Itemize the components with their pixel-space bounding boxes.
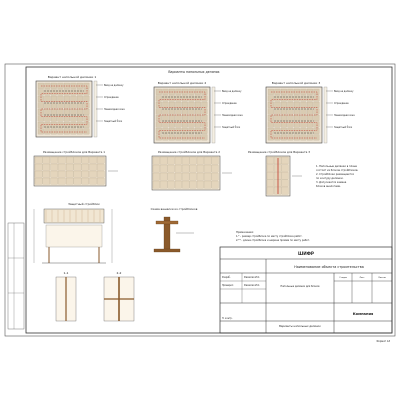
floor-tile bbox=[314, 115, 320, 121]
svg-text:Фамилия И.О.: Фамилия И.О. bbox=[244, 276, 260, 279]
floor-tile bbox=[275, 96, 281, 102]
layout-tile bbox=[160, 173, 167, 180]
layout-tile bbox=[51, 178, 58, 184]
layout-tile bbox=[197, 157, 204, 164]
layout-tile bbox=[89, 164, 96, 170]
floor-tile bbox=[307, 96, 313, 102]
drawing-sheet bbox=[4, 63, 396, 343]
layout-tile bbox=[82, 164, 89, 170]
detail-drawing bbox=[34, 209, 134, 321]
floor-tile bbox=[156, 109, 162, 115]
svg-text:Лист: Лист bbox=[359, 277, 365, 279]
floor-tile bbox=[169, 96, 175, 102]
floor-tile bbox=[294, 102, 300, 108]
layout-tile bbox=[190, 181, 197, 188]
svg-text:блоков аналогами.: блоков аналогами. bbox=[316, 185, 341, 188]
legend-label: Ввод на делянку bbox=[222, 90, 242, 93]
layout-tile bbox=[58, 164, 65, 170]
floor-tile bbox=[176, 109, 182, 115]
floor-tile bbox=[288, 96, 294, 102]
floor-tile bbox=[77, 96, 83, 102]
layout-tile bbox=[267, 172, 274, 179]
floor-tile bbox=[176, 122, 182, 128]
floor-tile bbox=[182, 102, 188, 108]
floor-tile bbox=[281, 135, 287, 141]
layout-tile bbox=[74, 164, 81, 170]
floor-tile bbox=[45, 90, 51, 96]
variant-plans bbox=[36, 81, 327, 143]
layout-tile bbox=[204, 173, 211, 180]
floor-tile bbox=[77, 116, 83, 122]
floor-tile bbox=[281, 102, 287, 108]
floor-tile bbox=[45, 103, 51, 109]
layout-tile bbox=[153, 181, 160, 188]
layout-tile bbox=[182, 157, 189, 164]
floor-tile bbox=[281, 115, 287, 121]
layout-tile bbox=[204, 165, 211, 172]
floor-tile bbox=[268, 128, 274, 134]
layout-tile bbox=[89, 157, 96, 163]
floor-tile bbox=[176, 115, 182, 121]
floor-tile bbox=[156, 89, 162, 95]
floor-tile bbox=[195, 102, 201, 108]
layout-tile bbox=[51, 171, 58, 177]
legend-label: Ограждение bbox=[334, 102, 349, 105]
floor-tile bbox=[163, 109, 169, 115]
floor-tile bbox=[195, 96, 201, 102]
layout-tile bbox=[58, 178, 65, 184]
layout-tile bbox=[160, 181, 167, 188]
floor-tile bbox=[156, 128, 162, 134]
variant-plan-3 bbox=[266, 87, 327, 143]
floor-tile bbox=[163, 96, 169, 102]
floor-tile bbox=[275, 122, 281, 128]
floor-tile bbox=[268, 89, 274, 95]
support-drawing bbox=[154, 217, 194, 252]
floor-tile bbox=[182, 135, 188, 141]
legend-label: Пешеходная зона bbox=[334, 114, 355, 117]
floor-tile bbox=[195, 109, 201, 115]
variant-legend-1 bbox=[96, 84, 125, 123]
layout-tile bbox=[282, 180, 289, 187]
floor-tile bbox=[176, 135, 182, 141]
floor-tile bbox=[307, 115, 313, 121]
floor-tile bbox=[38, 103, 44, 109]
floor-tile bbox=[51, 129, 57, 135]
layout-tile bbox=[175, 181, 182, 188]
floor-tile bbox=[314, 96, 320, 102]
variant1-title: Вариант напольной делянки 1 bbox=[47, 75, 97, 79]
layout-tile bbox=[168, 157, 175, 164]
layout-plan-3 bbox=[266, 156, 302, 196]
floor-tile bbox=[169, 115, 175, 121]
layout-tile bbox=[197, 181, 204, 188]
svg-text:Проверил: Проверил bbox=[222, 284, 234, 287]
layout-tile bbox=[190, 165, 197, 172]
stand-base bbox=[154, 249, 180, 252]
floor-tile bbox=[294, 96, 300, 102]
floor-tile bbox=[307, 102, 313, 108]
floor-tile bbox=[71, 103, 77, 109]
layout1-title: Размещение стройблоков для Варианта 1 bbox=[42, 150, 106, 154]
layout-tile bbox=[182, 181, 189, 188]
floor-tile bbox=[64, 129, 70, 135]
svg-text:ШИФР: ШИФР bbox=[298, 251, 314, 256]
layout-tile bbox=[66, 171, 73, 177]
floor-tile bbox=[45, 129, 51, 135]
variant-legend-2 bbox=[214, 90, 243, 129]
floor-tile bbox=[84, 96, 90, 102]
legend-label: Ограждение bbox=[222, 102, 237, 105]
floor-tile bbox=[169, 109, 175, 115]
floor-tile bbox=[77, 90, 83, 96]
floor-tile bbox=[38, 122, 44, 128]
legend-label: Ввод на делянку bbox=[104, 84, 124, 87]
layout-plans bbox=[34, 156, 302, 196]
layout-tile bbox=[267, 180, 274, 187]
layout-tile bbox=[212, 181, 219, 188]
title-block bbox=[220, 247, 392, 333]
floor-tile bbox=[77, 129, 83, 135]
floor-tile bbox=[51, 109, 57, 115]
floor-tile bbox=[169, 102, 175, 108]
layout-tile bbox=[267, 157, 274, 164]
floor-tile bbox=[45, 116, 51, 122]
floor-tile bbox=[294, 109, 300, 115]
svg-text:3. Допускается замена: 3. Допускается замена bbox=[316, 181, 347, 184]
floor-tile bbox=[58, 90, 64, 96]
legend-label: Ввод на делянку bbox=[334, 90, 354, 93]
floor-tile bbox=[314, 109, 320, 115]
legend-label: Пешеходная зона bbox=[222, 114, 243, 117]
floor-tile bbox=[77, 103, 83, 109]
layout-tile bbox=[204, 157, 211, 164]
layout-tile bbox=[160, 165, 167, 172]
floor-tile bbox=[84, 116, 90, 122]
floor-tile bbox=[156, 122, 162, 128]
stand-arm bbox=[156, 221, 178, 224]
layout-tile bbox=[97, 157, 104, 163]
floor-tile bbox=[301, 135, 307, 141]
svg-text:Разраб.: Разраб. bbox=[222, 276, 231, 279]
bottom-notes bbox=[236, 230, 310, 242]
floor-tile bbox=[64, 103, 70, 109]
layout-tile bbox=[168, 181, 175, 188]
layout-tile bbox=[74, 171, 81, 177]
floor-tile bbox=[301, 109, 307, 115]
floor-tile bbox=[189, 115, 195, 121]
layout-tile bbox=[267, 187, 274, 194]
layout-tile bbox=[43, 178, 50, 184]
variant-plan-1 bbox=[36, 81, 97, 137]
floor-tile bbox=[301, 115, 307, 121]
floor-tile bbox=[38, 116, 44, 122]
svg-text:Фамилия И.О.: Фамилия И.О. bbox=[244, 284, 260, 287]
floor-tile bbox=[189, 102, 195, 108]
support-title: Схема вешалки из стройблоков bbox=[150, 207, 198, 211]
floor-tile bbox=[307, 122, 313, 128]
svg-text:2. Стройблоки размещаются: 2. Стройблоки размещаются bbox=[316, 173, 354, 176]
floor-tile bbox=[182, 115, 188, 121]
layout2-title: Размещение стройблоков для Варианта 2 bbox=[157, 150, 221, 154]
floor-tile bbox=[268, 122, 274, 128]
floor-tile bbox=[202, 102, 208, 108]
layout-tile bbox=[212, 165, 219, 172]
floor-tile bbox=[314, 135, 320, 141]
layout-tile bbox=[58, 171, 65, 177]
svg-text:состоят из блоков стройблоков.: состоят из блоков стройблоков. bbox=[316, 169, 359, 172]
layout-tile bbox=[43, 164, 50, 170]
variant2-title: Вариант напольной делянки 2 bbox=[157, 81, 207, 85]
svg-text:1. Напольные делянки в плане: 1. Напольные делянки в плане bbox=[316, 165, 357, 168]
floor-tile bbox=[51, 96, 57, 102]
floor-tile bbox=[163, 135, 169, 141]
floor-tile bbox=[268, 109, 274, 115]
floor-tile bbox=[84, 109, 90, 115]
svg-text:1.* - размер стройблока по мес: 1.* - размер стройблока по месту стройблока работ. bbox=[236, 235, 303, 238]
floor-tile bbox=[281, 96, 287, 102]
layout3-title: Размещение стройблоков для Варианта 3 bbox=[247, 150, 311, 154]
layout-tile bbox=[175, 173, 182, 180]
floor-tile bbox=[64, 109, 70, 115]
layout-tile bbox=[82, 157, 89, 163]
svg-text:Наименование объекта строитель: Наименование объекта строительства bbox=[294, 265, 364, 269]
detail-group bbox=[34, 209, 134, 321]
variant3-title: Вариант напольной делянки 3 bbox=[271, 81, 321, 85]
layout-tile bbox=[153, 165, 160, 172]
layout-tile bbox=[58, 157, 65, 163]
layout-tile bbox=[175, 157, 182, 164]
floor-tile bbox=[288, 109, 294, 115]
layout-tile bbox=[82, 178, 89, 184]
legend-label: Защитный блок bbox=[104, 120, 123, 123]
floor-tile bbox=[202, 122, 208, 128]
floor-tile bbox=[301, 102, 307, 108]
floor-tile bbox=[84, 122, 90, 128]
layout-plan-1 bbox=[34, 156, 118, 186]
floor-tile bbox=[58, 96, 64, 102]
svg-text:Компания: Компания bbox=[352, 312, 374, 316]
drawing-svg bbox=[4, 63, 396, 343]
layout-tile bbox=[66, 178, 73, 184]
svg-text:Варианты напольных делянок: Варианты напольных делянок bbox=[279, 325, 321, 328]
format-label: Формат А3 bbox=[376, 340, 390, 343]
floor-tile bbox=[58, 129, 64, 135]
floor-tile bbox=[294, 135, 300, 141]
floor-tile bbox=[71, 129, 77, 135]
floor-tile bbox=[202, 135, 208, 141]
floor-tile bbox=[182, 122, 188, 128]
layout-tile bbox=[97, 164, 104, 170]
floor-tile bbox=[163, 102, 169, 108]
layout-tile bbox=[212, 173, 219, 180]
layout-tile bbox=[43, 171, 50, 177]
layout-tile bbox=[197, 165, 204, 172]
layout-tile bbox=[212, 157, 219, 164]
layout-tile bbox=[35, 157, 42, 163]
variant-legend-3 bbox=[326, 90, 355, 129]
floor-tile bbox=[45, 96, 51, 102]
floor-tile bbox=[301, 96, 307, 102]
floor-tile bbox=[281, 109, 287, 115]
floor-tile bbox=[84, 129, 90, 135]
floor-tile bbox=[288, 122, 294, 128]
floor-tile bbox=[38, 83, 44, 89]
floor-tile bbox=[64, 116, 70, 122]
layout-tile bbox=[282, 165, 289, 172]
layout-plan-2 bbox=[152, 156, 232, 190]
svg-text:2.** - длина стройблока и шири: 2.** - длина стройблока и ширина проёма по месту работ. bbox=[236, 239, 310, 242]
svg-text:Примечания:: Примечания: bbox=[236, 231, 254, 234]
floor-tile bbox=[45, 109, 51, 115]
floor-tile bbox=[189, 122, 195, 128]
layout-tile bbox=[182, 165, 189, 172]
floor-tile bbox=[58, 103, 64, 109]
layout-tile bbox=[267, 165, 274, 172]
layout-tile bbox=[153, 157, 160, 164]
detail-title: Защитный стройблок bbox=[68, 202, 100, 206]
floor-tile bbox=[314, 128, 320, 134]
floor-tile bbox=[275, 102, 281, 108]
floor-tile bbox=[307, 135, 313, 141]
floor-tile bbox=[281, 122, 287, 128]
svg-text:Стадия: Стадия bbox=[339, 277, 347, 279]
floor-tile bbox=[51, 116, 57, 122]
layout-tile bbox=[35, 164, 42, 170]
layout-tile bbox=[51, 157, 58, 163]
variant-plan-2 bbox=[154, 87, 215, 143]
floor-tile bbox=[195, 135, 201, 141]
floor-tile bbox=[71, 90, 77, 96]
floor-tile bbox=[163, 122, 169, 128]
layout-tile bbox=[160, 157, 167, 164]
floor-tile bbox=[176, 102, 182, 108]
layout-tile bbox=[282, 157, 289, 164]
floor-tile bbox=[71, 116, 77, 122]
floor-tile bbox=[307, 109, 313, 115]
floor-tile bbox=[169, 135, 175, 141]
legend-label: Ограждение bbox=[104, 96, 119, 99]
layout-tile bbox=[51, 164, 58, 170]
layout-tile bbox=[89, 178, 96, 184]
svg-text:Напольные делянки для блоков: Напольные делянки для блоков bbox=[280, 285, 320, 288]
legend-label: Пешеходная зона bbox=[104, 108, 125, 111]
layout-tile bbox=[182, 173, 189, 180]
floor-tile bbox=[288, 102, 294, 108]
layout-tile bbox=[82, 171, 89, 177]
layout-tile bbox=[89, 171, 96, 177]
section-label-2: 2-2 bbox=[116, 271, 122, 275]
floor-tile bbox=[294, 115, 300, 121]
floor-tile bbox=[51, 103, 57, 109]
svg-text:по контуру делянки.: по контуру делянки. bbox=[316, 177, 344, 180]
floor-tile bbox=[301, 122, 307, 128]
layout-tile bbox=[74, 157, 81, 163]
support-group bbox=[154, 217, 194, 252]
floor-tile bbox=[202, 96, 208, 102]
legend-label: Защитный блок bbox=[334, 126, 353, 129]
floor-tile bbox=[163, 115, 169, 121]
layout-tile bbox=[66, 164, 73, 170]
layout-tile bbox=[197, 173, 204, 180]
floor-tile bbox=[275, 109, 281, 115]
floor-tile bbox=[275, 115, 281, 121]
floor-tile bbox=[182, 96, 188, 102]
floor-tile bbox=[288, 115, 294, 121]
floor-tile bbox=[189, 135, 195, 141]
layout-tile bbox=[97, 171, 104, 177]
floor-tile bbox=[84, 103, 90, 109]
layout-tile bbox=[190, 157, 197, 164]
floor-tile bbox=[58, 109, 64, 115]
layout-tile bbox=[168, 165, 175, 172]
floor-tile bbox=[71, 109, 77, 115]
floor-tile bbox=[294, 122, 300, 128]
floor-tile bbox=[77, 109, 83, 115]
floor-tile bbox=[314, 122, 320, 128]
floor-tile bbox=[195, 122, 201, 128]
layout-tile bbox=[190, 173, 197, 180]
floor-tile bbox=[182, 109, 188, 115]
svg-text:Н. контр.: Н. контр. bbox=[222, 317, 233, 320]
floor-tile bbox=[169, 122, 175, 128]
section-label-1: 1-1 bbox=[63, 271, 69, 275]
svg-text:Листов: Листов bbox=[378, 277, 386, 279]
layout-tile bbox=[66, 157, 73, 163]
layout-tile bbox=[74, 178, 81, 184]
layout-tile bbox=[204, 181, 211, 188]
layout-tile bbox=[175, 165, 182, 172]
floor-tile bbox=[314, 102, 320, 108]
layout-tile bbox=[168, 173, 175, 180]
block-body bbox=[46, 225, 102, 247]
floor-tile bbox=[58, 116, 64, 122]
layout-tile bbox=[97, 178, 104, 184]
layout-tile bbox=[35, 171, 42, 177]
floor-tile bbox=[288, 135, 294, 141]
floor-tile bbox=[71, 96, 77, 102]
floor-tile bbox=[202, 109, 208, 115]
layout-tile bbox=[282, 187, 289, 194]
floor-tile bbox=[189, 96, 195, 102]
floor-tile bbox=[84, 90, 90, 96]
floor-tile bbox=[202, 128, 208, 134]
block-top bbox=[44, 209, 104, 223]
floor-tile bbox=[275, 135, 281, 141]
floor-tile bbox=[202, 115, 208, 121]
left-margin-stamp bbox=[8, 223, 24, 329]
layout-tile bbox=[35, 178, 42, 184]
floor-tile bbox=[176, 96, 182, 102]
floor-tile bbox=[64, 90, 70, 96]
floor-tile bbox=[189, 109, 195, 115]
layout-tile bbox=[43, 157, 50, 163]
layout-tile bbox=[282, 172, 289, 179]
top-title: Варианты напольных делянок bbox=[168, 70, 220, 74]
notes-block bbox=[316, 164, 358, 188]
floor-tile bbox=[64, 96, 70, 102]
floor-tile bbox=[195, 115, 201, 121]
legend-label: Защитный блок bbox=[222, 126, 241, 129]
layout-tile bbox=[153, 173, 160, 180]
floor-tile bbox=[51, 90, 57, 96]
